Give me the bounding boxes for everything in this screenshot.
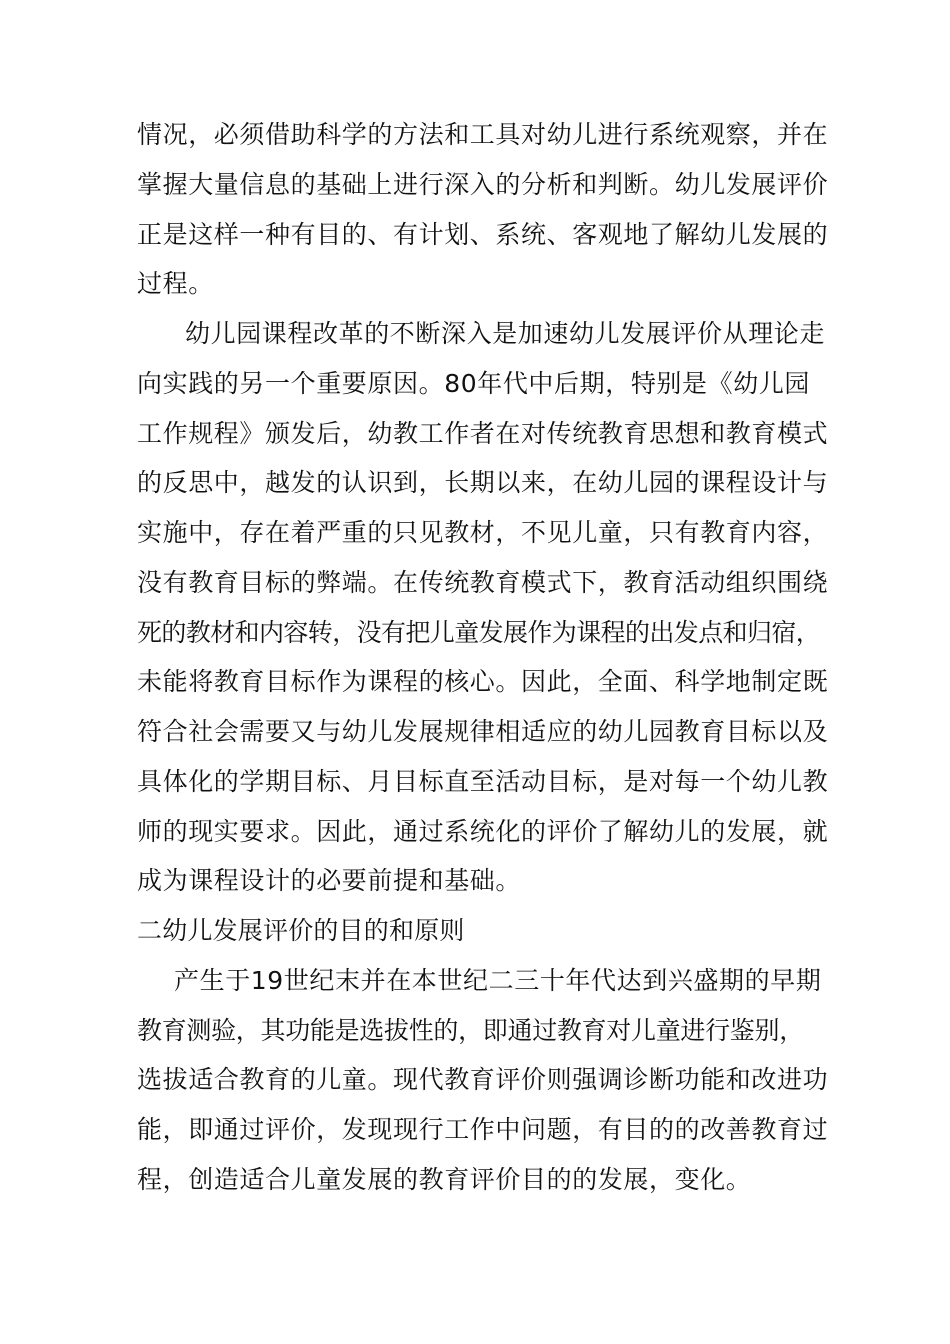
paragraph-2-line-1: 幼儿园课程改革的不断深入是加速幼儿发展评价从理论走 xyxy=(185,319,826,348)
paragraph-2-line-10: 具体化的学期目标、月目标直至活动目标，是对每一个幼儿教 xyxy=(137,767,829,796)
paragraph-2-line-3: 工作规程》颁发后，幼教工作者在对传统教育思想和教育模式 xyxy=(137,419,829,448)
paragraph-3-line-2: 教育测验，其功能是选拔性的，即通过教育对儿童进行鉴别， xyxy=(137,1016,804,1045)
paragraph-2-line-2: 向实践的另一个重要原因。80年代中后期，特别是《幼儿园 xyxy=(137,369,811,398)
paragraph-2-line-11: 师的现实要求。因此，通过系统化的评价了解幼儿的发展，就 xyxy=(137,817,829,846)
paragraph-3-line-5: 程，创造适合儿童发展的教育评价目的的发展，变化。 xyxy=(137,1165,752,1194)
paragraph-2-line-5: 实施中，存在着严重的只见教材，不见儿童，只有教育内容， xyxy=(137,518,829,547)
paragraph-2-line-9: 符合社会需要又与幼儿发展规律相适应的幼儿园教育目标以及 xyxy=(137,717,829,746)
paragraph-1-line-4: 过程。 xyxy=(137,269,214,298)
paragraph-2-line-7: 死的教材和内容转，没有把儿童发展作为课程的出发点和归宿， xyxy=(137,618,821,647)
paragraph-3-line-3: 选拔适合教育的儿童。现代教育评价则强调诊断功能和改进功 xyxy=(137,1065,829,1094)
paragraph-1-line-3: 正是这样一种有目的、有计划、系统、客观地了解幼儿发展的 xyxy=(137,220,829,249)
paragraph-1-line-2: 掌握大量信息的基础上进行深入的分析和判断。幼儿发展评价 xyxy=(137,170,829,199)
paragraph-2-line-12: 成为课程设计的必要前提和基础。 xyxy=(137,866,522,895)
paragraph-2-line-6: 没有教育目标的弊端。在传统教育模式下，教育活动组织围绕 xyxy=(137,568,829,597)
section-heading: 二幼儿发展评价的目的和原则 xyxy=(137,916,465,945)
paragraph-2-line-4: 的反思中，越发的认识到，长期以来，在幼儿园的课程设计与 xyxy=(137,468,829,497)
paragraph-3-line-1: 产生于19世纪末并在本世纪二三十年代达到兴盛期的早期 xyxy=(174,966,822,995)
paragraph-3-line-4: 能，即通过评价，发现现行工作中问题，有目的的改善教育过 xyxy=(137,1115,829,1144)
paragraph-2-line-8: 未能将教育目标作为课程的核心。因此，全面、科学地制定既 xyxy=(137,667,829,696)
paragraph-1-line-1: 情况，必须借助科学的方法和工具对幼儿进行系统观察，并在 xyxy=(137,120,829,149)
